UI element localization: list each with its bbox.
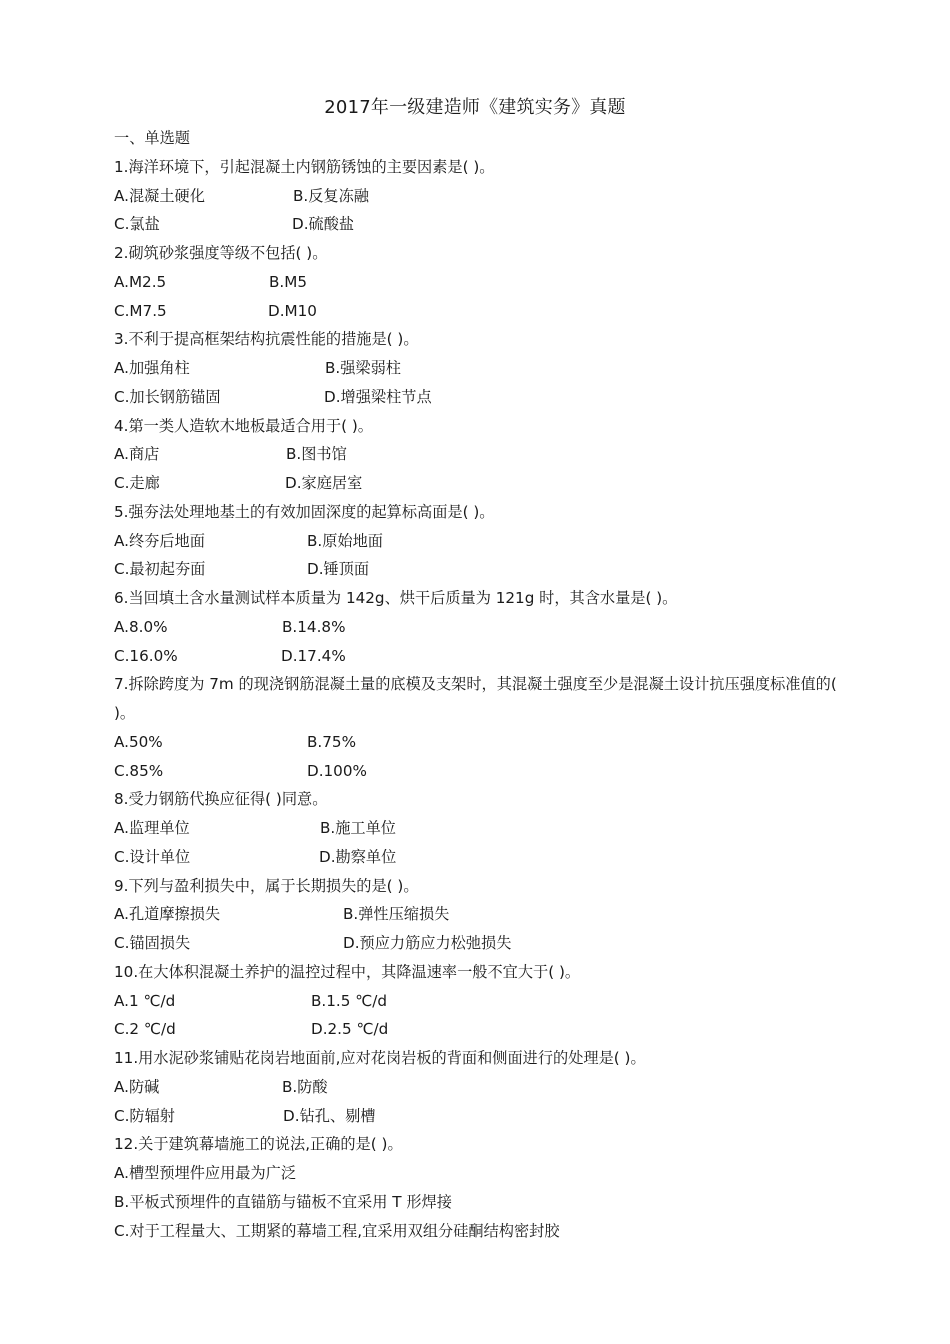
question-text: 9.下列与盈利损失中，属于长期损失的是( )。: [114, 876, 419, 895]
option-c: C.85%: [114, 761, 164, 780]
option-b: B.施工单位: [320, 819, 396, 837]
option-b: B.M5: [269, 272, 308, 291]
option-row: [114, 728, 844, 757]
option-a: A.1 ℃/d: [114, 991, 176, 1010]
option-row: [114, 987, 844, 1016]
option-row: [114, 469, 844, 498]
option-row: [114, 297, 844, 326]
option-row: [114, 900, 844, 929]
option-row: [114, 843, 844, 872]
question-text: 8.受力钢筋代换应征得( )同意。: [114, 790, 328, 809]
option-d: D.锤顶面: [307, 560, 370, 579]
question-text: 3.不利于提高框架结构抗震性能的措施是( )。: [114, 330, 419, 349]
option-a: A.混凝土硬化: [114, 186, 205, 205]
option-row: [114, 1102, 844, 1131]
page-title: 2017年一级建造师《建筑实务》真题: [324, 97, 626, 118]
option-d: D.100%: [307, 761, 367, 780]
option-c: C.锚固损失: [114, 934, 191, 952]
option-row: [114, 182, 844, 211]
option-c: C.走廊: [114, 474, 160, 492]
option-a: A.槽型预埋件应用最为广泛: [114, 1164, 297, 1182]
option-row: [114, 929, 844, 958]
option-row: [114, 642, 844, 671]
option-b: B.75%: [307, 732, 357, 751]
option-row: [114, 555, 844, 584]
option-row: [114, 613, 844, 642]
section-heading: 一、单选题: [114, 129, 190, 147]
option-row: [114, 757, 844, 786]
option-a: A.M2.5: [114, 272, 167, 291]
option-d: D.勘察单位: [319, 847, 397, 866]
option-row: [114, 210, 844, 239]
option-c: C.2 ℃/d: [114, 1020, 176, 1039]
question-text: 4.第一类人造软木地板最适合用于( )。: [114, 416, 373, 435]
option-c: C.设计单位: [114, 847, 191, 866]
option-b: B.强梁弱柱: [325, 359, 401, 377]
option-row: [114, 527, 844, 556]
option-d: D.预应力筋应力松弛损失: [343, 934, 512, 952]
option-a: A.商店: [114, 445, 160, 464]
option-c: C.最初起夯面: [114, 560, 206, 579]
option-a: A.监理单位: [114, 819, 190, 837]
option-row: [114, 383, 844, 412]
option-row: [114, 354, 844, 383]
question-text: 5.强夯法处理地基土的有效加固深度的起算标高面是( )。: [114, 502, 495, 521]
option-b: B.反复冻融: [293, 186, 369, 205]
option-b: B.1.5 ℃/d: [311, 991, 388, 1010]
option-b: B.平板式预埋件的直锚筋与锚板不宜采用 T 形焊接: [114, 1192, 452, 1211]
option-d: D.钻孔、剔槽: [283, 1106, 376, 1125]
option-b: B.弹性压缩损失: [343, 905, 450, 924]
question-text: 2.砌筑砂浆强度等级不包括( )。: [114, 244, 328, 262]
question-text: 7.拆除跨度为 7m 的现浇钢筋混凝土量的底模及支架时，其混凝土强度至少是混凝土设计抗压强度标准值的( )。: [114, 675, 837, 722]
option-a: A.孔道摩擦损失: [114, 905, 221, 924]
option-row: [114, 1015, 844, 1044]
question-text: 1.海洋环境下，引起混凝土内钢筋锈蚀的主要因素是( )。: [114, 157, 495, 176]
question-text: 6.当回填土含水量测试样本质量为 142g、烘干后质量为 121g 时，其含水量是( )。: [114, 589, 678, 607]
option-d: D.家庭居室: [285, 474, 363, 492]
option-d: D.M10: [268, 301, 317, 320]
option-a: A.终夯后地面: [114, 531, 205, 550]
option-d: D.硫酸盐: [292, 215, 355, 234]
option-c: C.氯盐: [114, 215, 160, 234]
question-text: 10.在大体积混凝土养护的温控过程中，其降温速率一般不宜大于( )。: [114, 962, 581, 981]
option-d: D.2.5 ℃/d: [311, 1020, 389, 1039]
option-c: C.对于工程量大、工期紧的幕墙工程,宜采用双组分硅酮结构密封胶: [114, 1221, 560, 1240]
option-d: D.17.4%: [281, 646, 346, 665]
option-b: B.原始地面: [307, 531, 383, 550]
option-b: B.图书馆: [286, 445, 347, 464]
option-d: D.增强梁柱节点: [324, 387, 432, 406]
option-b: B.14.8%: [282, 617, 346, 636]
option-c: C.加长钢筋锚固: [114, 387, 221, 406]
option-c: C.16.0%: [114, 646, 178, 665]
option-a: A.50%: [114, 732, 163, 751]
option-c: C.M7.5: [114, 301, 167, 320]
option-row: [114, 268, 844, 297]
option-row: [114, 440, 844, 469]
option-a: A.8.0%: [114, 617, 168, 636]
question-text: 12.关于建筑幕墙施工的说法,正确的是( )。: [114, 1135, 403, 1154]
option-a: A.加强角柱: [114, 359, 190, 377]
exam-content: [114, 124, 844, 1245]
question-text: 11.用水泥砂浆铺贴花岗岩地面前,应对花岗岩板的背面和侧面进行的处理是( )。: [114, 1049, 646, 1067]
option-row: [114, 814, 844, 843]
option-row: [114, 1073, 844, 1102]
option-a: A.防碱: [114, 1077, 160, 1096]
option-b: B.防酸: [282, 1077, 328, 1096]
option-c: C.防辐射: [114, 1106, 175, 1125]
